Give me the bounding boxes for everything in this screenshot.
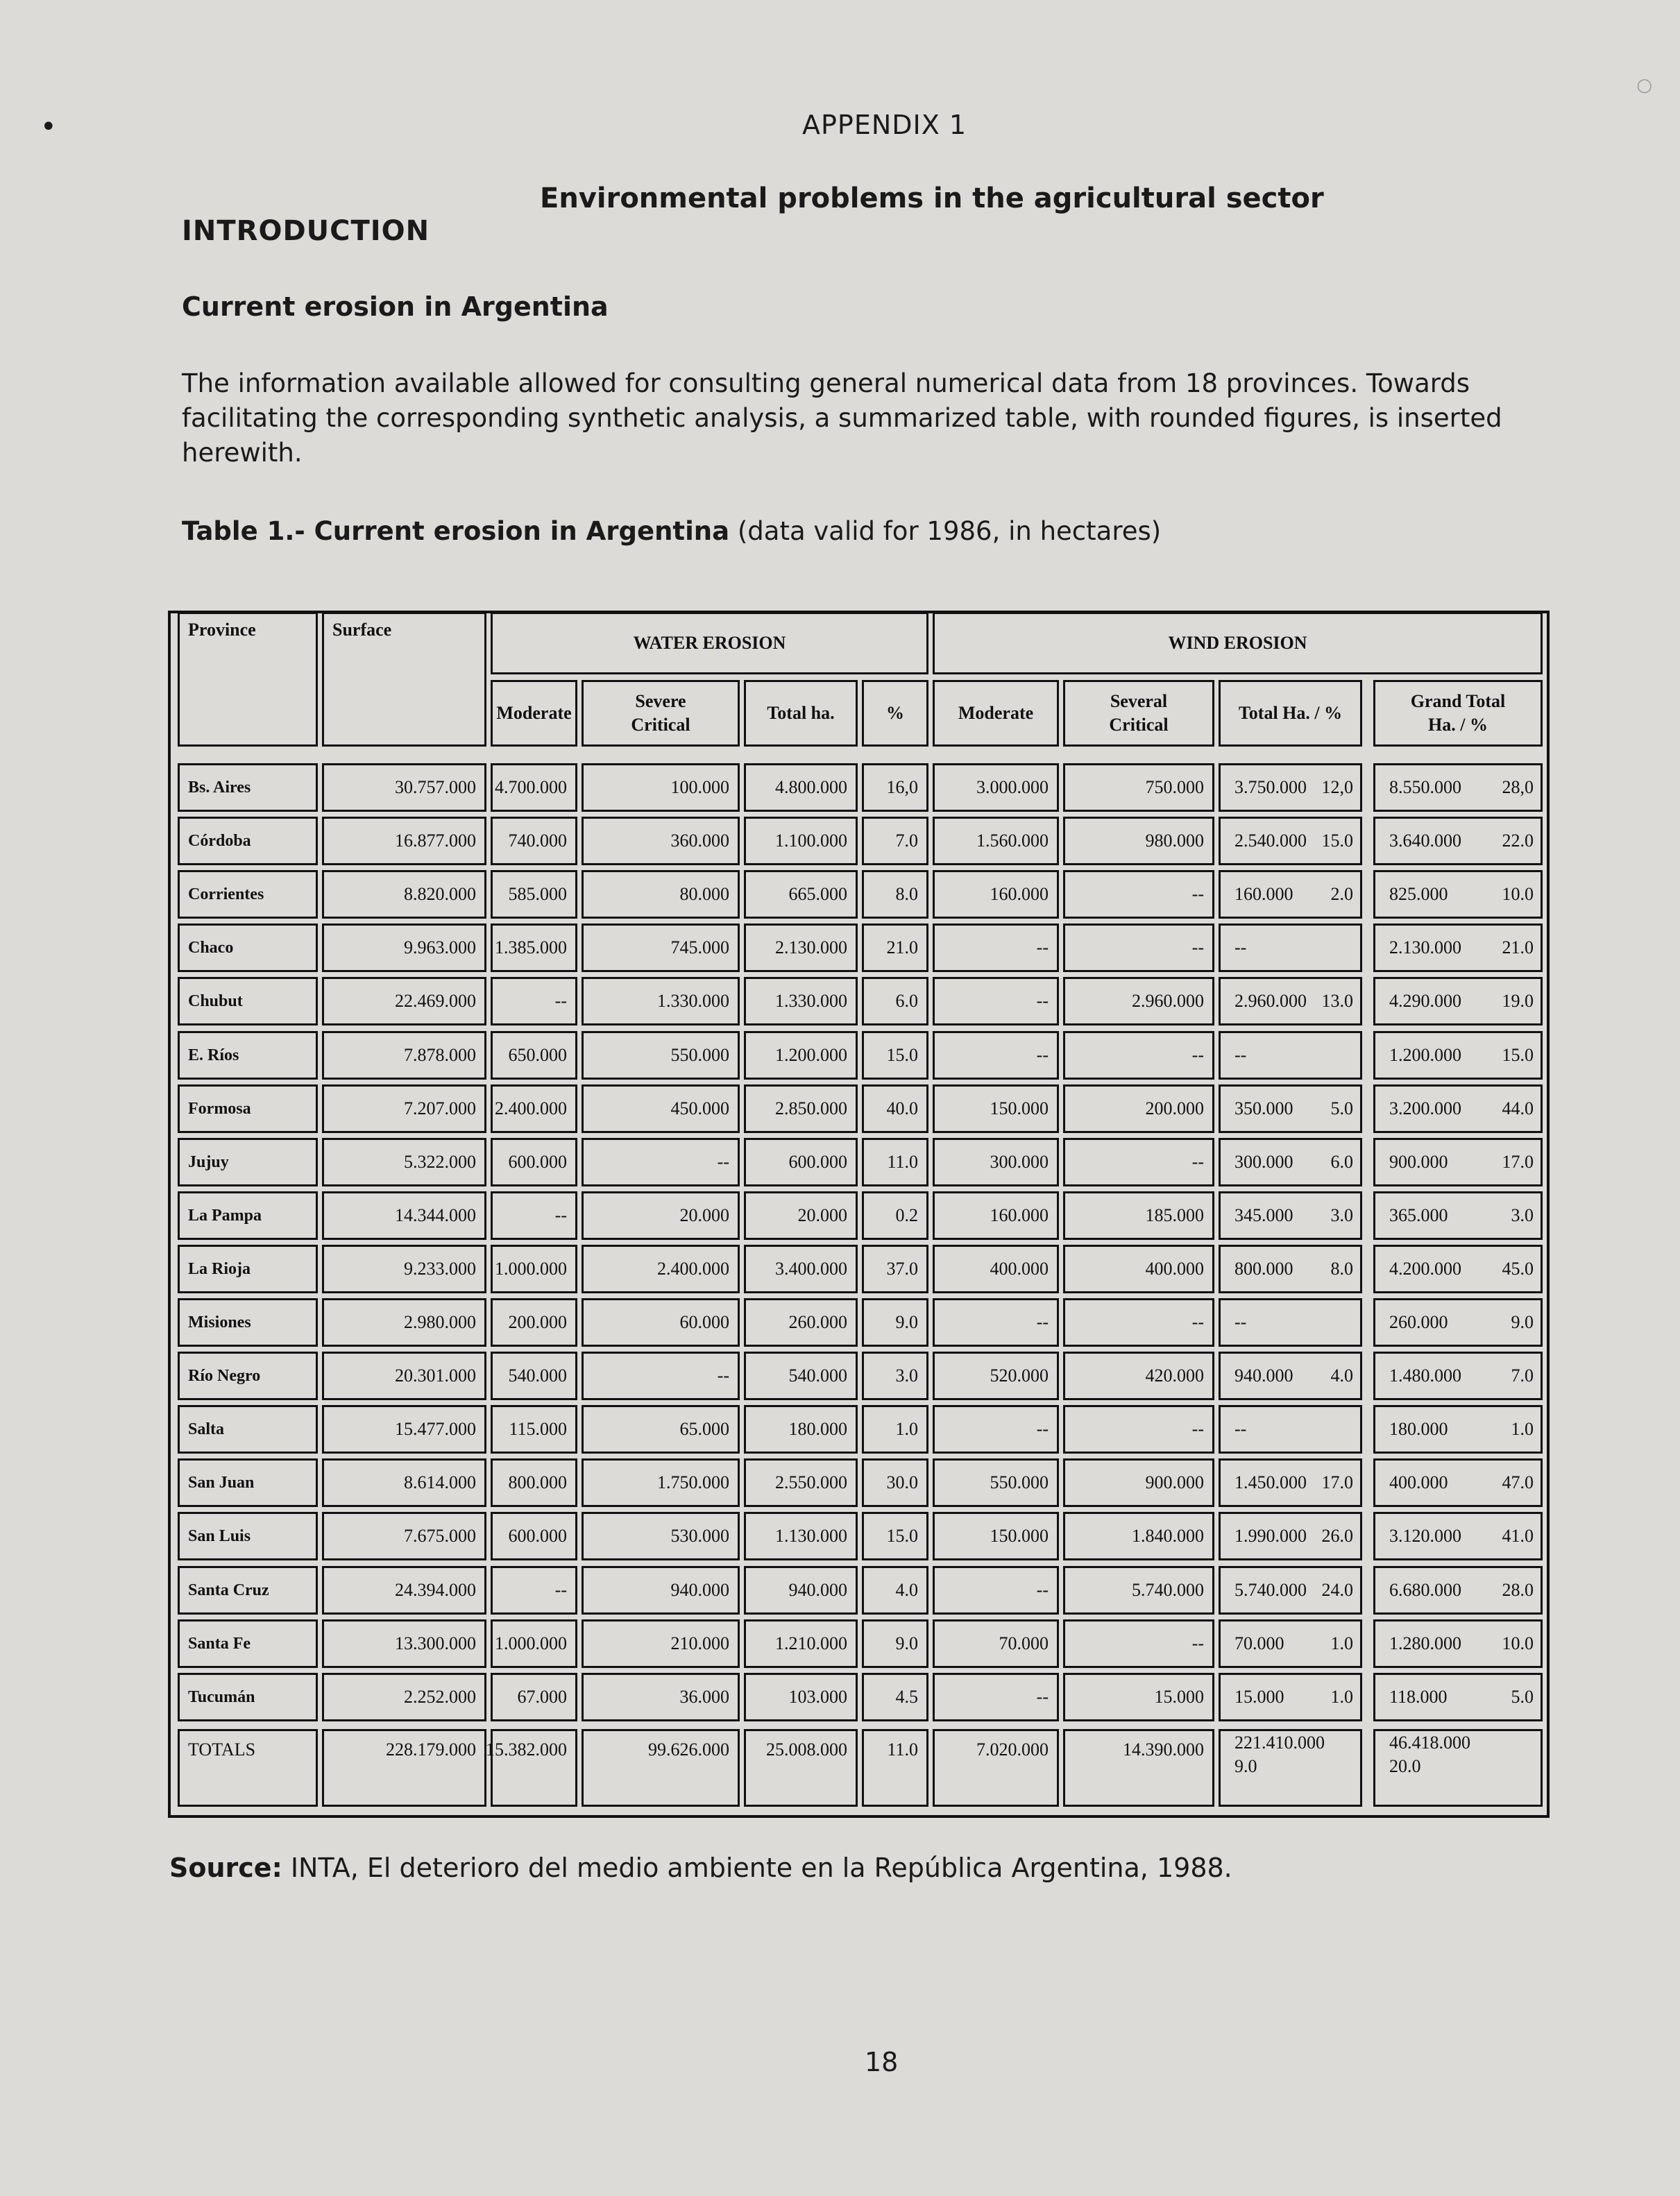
table-row-wind-moderate: 150.000 xyxy=(933,1512,1059,1560)
table-row-grand-pct: 5.0 xyxy=(1511,1687,1534,1707)
page-number: 18 xyxy=(865,2047,899,2077)
table-row-grand-ha: 365.000 xyxy=(1389,1205,1448,1225)
table-row-water-pct: 21.0 xyxy=(862,923,928,972)
table-row-grand-total xyxy=(1373,1298,1543,1347)
header-water-severe-line2: Critical xyxy=(631,715,690,735)
table-row-surface: 13.300.000 xyxy=(322,1619,486,1668)
table-row-wind-several: -- xyxy=(1063,870,1214,919)
table-row-wind-total-ha: 1.990.000 xyxy=(1234,1526,1307,1546)
table-row-surface: 24.394.000 xyxy=(322,1566,486,1615)
table-row-grand-ha: 3.200.000 xyxy=(1389,1098,1461,1118)
table-row-wind-total xyxy=(1219,1245,1362,1293)
header-wind-several xyxy=(1063,680,1214,747)
table-row-province: San Luis xyxy=(178,1512,318,1560)
table-row-grand-ha: 3.640.000 xyxy=(1389,831,1461,851)
table-row-wind-total-ha: -- xyxy=(1234,1419,1247,1439)
table-row-wind-several: -- xyxy=(1063,1619,1214,1668)
table-row-wind-total-ha: 5.740.000 xyxy=(1234,1580,1307,1600)
totals-grand-ha: 46.418.000 xyxy=(1389,1733,1470,1753)
table-row-water-total: 3.400.000 xyxy=(744,1245,858,1293)
table-row-grand-ha: 2.130.000 xyxy=(1389,937,1461,957)
table-row-water-total: 665.000 xyxy=(744,870,858,919)
table-row-wind-total-ha: 70.000 xyxy=(1234,1633,1284,1653)
table-row-water-pct: 4.0 xyxy=(862,1566,928,1615)
table-row-water-pct: 1.0 xyxy=(862,1405,928,1454)
table-row-wind-several: -- xyxy=(1063,1138,1214,1186)
table-row-water-severe: 100.000 xyxy=(582,763,740,812)
table-caption xyxy=(182,516,1161,546)
table-row-wind-several: 185.000 xyxy=(1063,1191,1214,1240)
table-row-surface: 7.207.000 xyxy=(322,1084,486,1133)
table-row-wind-total xyxy=(1219,977,1362,1025)
header-surface: Surface xyxy=(322,612,486,747)
table-row-water-total: 4.800.000 xyxy=(744,763,858,812)
totals-surface: 228.179.000 xyxy=(322,1729,486,1807)
table-row-grand-pct: 3.0 xyxy=(1511,1205,1534,1225)
table-row-grand-total xyxy=(1373,977,1543,1025)
table-row-surface: 2.252.000 xyxy=(322,1673,486,1721)
totals-wind-several: 14.390.000 xyxy=(1063,1729,1214,1807)
table-row-surface: 15.477.000 xyxy=(322,1405,486,1454)
table-row-wind-total xyxy=(1219,1191,1362,1240)
table-row-water-pct: 37.0 xyxy=(862,1245,928,1293)
table-row-grand-total xyxy=(1373,870,1543,919)
totals-wind-total-pct: 9.0 xyxy=(1234,1756,1257,1776)
table-row-wind-total xyxy=(1219,1084,1362,1133)
table-row-water-severe: 530.000 xyxy=(582,1512,740,1560)
table-row-wind-several: 400.000 xyxy=(1063,1245,1214,1293)
header-water-severe-line1: Severe xyxy=(635,691,686,711)
table-row-water-severe: 36.000 xyxy=(582,1673,740,1721)
totals-wind-total-ha: 221.410.000 xyxy=(1234,1733,1325,1753)
table-row-grand-pct: 17.0 xyxy=(1502,1152,1534,1172)
corner-mark: ○ xyxy=(1636,75,1652,96)
table-row-wind-total xyxy=(1219,817,1362,865)
table-row-water-total: 540.000 xyxy=(744,1352,858,1400)
table-row-grand-ha: 4.290.000 xyxy=(1389,991,1461,1011)
table-row-province: Córdoba xyxy=(178,817,318,865)
table-row-wind-total-pct: 3.0 xyxy=(1330,1205,1353,1225)
table-row-wind-total-ha: 300.000 xyxy=(1234,1152,1293,1172)
table-caption-rest: (data valid for 1986, in hectares) xyxy=(729,516,1162,546)
totals-grand-pct: 20.0 xyxy=(1389,1756,1421,1776)
table-row-grand-total xyxy=(1373,1673,1543,1721)
header-wind-moderate: Moderate xyxy=(933,680,1059,747)
table-row-water-moderate: 67.000 xyxy=(491,1673,577,1721)
table-row-wind-moderate: 400.000 xyxy=(933,1245,1059,1293)
table-row-surface: 8.614.000 xyxy=(322,1458,486,1507)
table-row-water-total: 1.330.000 xyxy=(744,977,858,1025)
table-row-water-moderate: 1.000.000 xyxy=(491,1619,577,1668)
table-row-water-pct: 9.0 xyxy=(862,1619,928,1668)
header-wind-erosion: WIND EROSION xyxy=(933,612,1543,674)
table-row-grand-pct: 10.0 xyxy=(1502,1633,1534,1653)
table-row-wind-total xyxy=(1219,870,1362,919)
table-row-grand-total xyxy=(1373,1084,1543,1133)
table-row-grand-pct: 44.0 xyxy=(1502,1098,1534,1118)
table-row-wind-total-ha: -- xyxy=(1234,1312,1247,1332)
table-row-grand-pct: 1.0 xyxy=(1511,1419,1534,1439)
table-row-water-total: 1.200.000 xyxy=(744,1031,858,1080)
table-row-water-moderate: 800.000 xyxy=(491,1458,577,1507)
table-row-wind-total-pct: 12,0 xyxy=(1321,777,1353,797)
table-row-surface: 22.469.000 xyxy=(322,977,486,1025)
table-row-water-pct: 40.0 xyxy=(862,1084,928,1133)
table-row-province: Chubut xyxy=(178,977,318,1025)
table-row-province: La Rioja xyxy=(178,1245,318,1293)
table-row-water-severe: 940.000 xyxy=(582,1566,740,1615)
table-row-water-pct: 8.0 xyxy=(862,870,928,919)
table-row-grand-ha: 4.200.000 xyxy=(1389,1259,1461,1279)
table-row-water-total: 2.850.000 xyxy=(744,1084,858,1133)
table-row-grand-ha: 1.280.000 xyxy=(1389,1633,1461,1653)
table-row-water-moderate: 740.000 xyxy=(491,817,577,865)
table-row-province: La Pampa xyxy=(178,1191,318,1240)
table-row-grand-total xyxy=(1373,1405,1543,1454)
totals-water-moderate: 15.382.000 xyxy=(491,1729,577,1807)
table-row-wind-total-pct: 15.0 xyxy=(1321,831,1353,851)
table-row-surface: 30.757.000 xyxy=(322,763,486,812)
table-row-wind-total xyxy=(1219,1566,1362,1615)
table-row-water-moderate: -- xyxy=(491,977,577,1025)
table-row-water-moderate: 4.700.000 xyxy=(491,763,577,812)
table-row-wind-total xyxy=(1219,1458,1362,1507)
table-row-grand-ha: 180.000 xyxy=(1389,1419,1448,1439)
table-row-wind-moderate: 300.000 xyxy=(933,1138,1059,1186)
table-row-water-severe: -- xyxy=(582,1352,740,1400)
totals-water-severe: 99.626.000 xyxy=(582,1729,740,1807)
appendix-heading: APPENDIX 1 xyxy=(802,110,967,140)
table-row-water-severe: 450.000 xyxy=(582,1084,740,1133)
totals-wind-total xyxy=(1219,1729,1362,1807)
table-row-wind-total xyxy=(1219,1298,1362,1347)
table-row-wind-total-ha: 940.000 xyxy=(1234,1365,1293,1386)
table-row-province: Salta xyxy=(178,1405,318,1454)
table-caption-bold: Table 1.- Current erosion in Argentina xyxy=(182,516,730,546)
table-row-water-severe: 745.000 xyxy=(582,923,740,972)
table-row-water-severe: 1.330.000 xyxy=(582,977,740,1025)
table-row-water-moderate: -- xyxy=(491,1191,577,1240)
table-row-water-moderate: 1.385.000 xyxy=(491,923,577,972)
source-label: Source: xyxy=(169,1853,282,1883)
totals-wind-moderate: 7.020.000 xyxy=(933,1729,1059,1807)
table-row-surface: 16.877.000 xyxy=(322,817,486,865)
table-row-surface: 7.675.000 xyxy=(322,1512,486,1560)
table-row-grand-ha: 1.200.000 xyxy=(1389,1045,1461,1065)
table-row-water-severe: 20.000 xyxy=(582,1191,740,1240)
table-row-wind-total-ha: 3.750.000 xyxy=(1234,777,1307,797)
table-row-wind-total-pct: 5.0 xyxy=(1330,1098,1353,1118)
table-row-water-total: 2.550.000 xyxy=(744,1458,858,1507)
table-row-wind-total xyxy=(1219,1352,1362,1400)
table-row-wind-several: 750.000 xyxy=(1063,763,1214,812)
table-row-wind-total-ha: 800.000 xyxy=(1234,1259,1293,1279)
table-row-province: Jujuy xyxy=(178,1138,318,1186)
header-water-total: Total ha. xyxy=(744,680,858,747)
table-row-water-pct: 11.0 xyxy=(862,1138,928,1186)
table-row-wind-total xyxy=(1219,923,1362,972)
table-row-water-total: 2.130.000 xyxy=(744,923,858,972)
table-row-wind-total xyxy=(1219,1031,1362,1080)
table-row-wind-several: -- xyxy=(1063,1298,1214,1347)
table-row-wind-moderate: -- xyxy=(933,923,1059,972)
header-wind-several-line2: Critical xyxy=(1109,715,1169,735)
header-wind-several-line1: Several xyxy=(1110,691,1168,711)
table-row-water-severe: 360.000 xyxy=(582,817,740,865)
table-row-water-severe: 65.000 xyxy=(582,1405,740,1454)
table-row-wind-total-ha: 2.540.000 xyxy=(1234,831,1307,851)
table-row-wind-moderate: -- xyxy=(933,1566,1059,1615)
table-row-wind-total-ha: 160.000 xyxy=(1234,884,1293,904)
totals-label: TOTALS xyxy=(178,1729,318,1807)
table-row-wind-several: 5.740.000 xyxy=(1063,1566,1214,1615)
table-row-water-total: 180.000 xyxy=(744,1405,858,1454)
table-row-grand-pct: 10.0 xyxy=(1502,884,1534,904)
table-row-wind-moderate: 3.000.000 xyxy=(933,763,1059,812)
table-row-wind-total xyxy=(1219,1619,1362,1668)
table-row-grand-ha: 118.000 xyxy=(1389,1687,1448,1707)
table-row-water-moderate: 200.000 xyxy=(491,1298,577,1347)
table-row-water-pct: 15.0 xyxy=(862,1512,928,1560)
table-row-province: Chaco xyxy=(178,923,318,972)
table-row-water-total: 940.000 xyxy=(744,1566,858,1615)
table-row-water-pct: 3.0 xyxy=(862,1352,928,1400)
table-row-water-total: 1.130.000 xyxy=(744,1512,858,1560)
table-row-province: E. Ríos xyxy=(178,1031,318,1080)
table-row-water-severe: 80.000 xyxy=(582,870,740,919)
table-row-wind-several: 2.960.000 xyxy=(1063,977,1214,1025)
table-row-grand-ha: 3.120.000 xyxy=(1389,1526,1461,1546)
table-row-grand-ha: 6.680.000 xyxy=(1389,1580,1461,1600)
table-row-water-pct: 15.0 xyxy=(862,1031,928,1080)
section-title: Environmental problems in the agricultural sector xyxy=(540,182,1324,214)
table-row-water-severe: 2.400.000 xyxy=(582,1245,740,1293)
table-row-grand-ha: 260.000 xyxy=(1389,1312,1448,1332)
table-row-water-moderate: 600.000 xyxy=(491,1512,577,1560)
table-row-province: Río Negro xyxy=(178,1352,318,1400)
table-row-water-pct: 4.5 xyxy=(862,1673,928,1721)
table-row-water-moderate: 1.000.000 xyxy=(491,1245,577,1293)
table-row-wind-total-pct: 13.0 xyxy=(1321,991,1353,1011)
table-row-grand-pct: 15.0 xyxy=(1502,1045,1534,1065)
table-row-wind-total-pct: 26.0 xyxy=(1321,1526,1353,1546)
table-row-province: Misiones xyxy=(178,1298,318,1347)
table-row-grand-pct: 28,0 xyxy=(1502,777,1534,797)
table-row-grand-pct: 47.0 xyxy=(1502,1472,1534,1492)
subheading: Current erosion in Argentina xyxy=(182,291,609,322)
table-row-surface: 2.980.000 xyxy=(322,1298,486,1347)
table-row-grand-pct: 7.0 xyxy=(1511,1365,1534,1386)
table-row-wind-moderate: 520.000 xyxy=(933,1352,1059,1400)
header-water-erosion: WATER EROSION xyxy=(491,612,928,674)
erosion-table xyxy=(168,611,1550,1818)
table-row-water-moderate: 585.000 xyxy=(491,870,577,919)
table-row-surface: 8.820.000 xyxy=(322,870,486,919)
table-row-wind-total-ha: 350.000 xyxy=(1234,1098,1293,1118)
table-row-water-moderate: 115.000 xyxy=(491,1405,577,1454)
table-row-water-total: 260.000 xyxy=(744,1298,858,1347)
table-row-water-total: 600.000 xyxy=(744,1138,858,1186)
table-row-wind-total-ha: 1.450.000 xyxy=(1234,1472,1307,1492)
table-row-grand-total xyxy=(1373,1566,1543,1615)
table-row-wind-several: -- xyxy=(1063,923,1214,972)
table-row-wind-total-ha: -- xyxy=(1234,1045,1247,1065)
table-row-wind-total-pct: 1.0 xyxy=(1330,1687,1353,1707)
table-row-water-moderate: 650.000 xyxy=(491,1031,577,1080)
table-row-wind-total-pct: 2.0 xyxy=(1330,884,1353,904)
table-row-province: Bs. Aires xyxy=(178,763,318,812)
totals-water-total: 25.008.000 xyxy=(744,1729,858,1807)
table-row-grand-pct: 41.0 xyxy=(1502,1526,1534,1546)
table-row-wind-total xyxy=(1219,1512,1362,1560)
table-row-province: Santa Fe xyxy=(178,1619,318,1668)
table-row-water-pct: 16,0 xyxy=(862,763,928,812)
table-row-grand-total xyxy=(1373,1352,1543,1400)
table-row-grand-total xyxy=(1373,1191,1543,1240)
table-row-province: Corrientes xyxy=(178,870,318,919)
table-row-wind-total-pct: 6.0 xyxy=(1330,1152,1353,1172)
table-row-wind-moderate: 150.000 xyxy=(933,1084,1059,1133)
table-row-grand-total xyxy=(1373,923,1543,972)
header-water-pct: % xyxy=(862,680,928,747)
table-row-province: Tucumán xyxy=(178,1673,318,1721)
table-row-water-total: 1.210.000 xyxy=(744,1619,858,1668)
table-row-wind-total-pct: 1.0 xyxy=(1330,1633,1353,1653)
table-row-wind-several: 980.000 xyxy=(1063,817,1214,865)
table-row-water-total: 103.000 xyxy=(744,1673,858,1721)
table-row-surface: 14.344.000 xyxy=(322,1191,486,1240)
table-row-grand-pct: 19.0 xyxy=(1502,991,1534,1011)
table-row-wind-moderate: 160.000 xyxy=(933,870,1059,919)
table-row-wind-moderate: 1.560.000 xyxy=(933,817,1059,865)
header-province: Province xyxy=(178,612,318,747)
table-row-grand-total xyxy=(1373,1619,1543,1668)
table-row-grand-pct: 21.0 xyxy=(1502,937,1534,957)
header-grand-line2: Ha. / % xyxy=(1428,715,1488,735)
table-row-wind-moderate: 550.000 xyxy=(933,1458,1059,1507)
table-row-surface: 7.878.000 xyxy=(322,1031,486,1080)
table-row-grand-ha: 8.550.000 xyxy=(1389,777,1461,797)
header-water-severe xyxy=(582,680,740,747)
table-row-wind-total xyxy=(1219,763,1362,812)
table-row-grand-ha: 400.000 xyxy=(1389,1472,1448,1492)
table-row-province: Formosa xyxy=(178,1084,318,1133)
totals-water-pct: 11.0 xyxy=(862,1729,928,1807)
table-row-surface: 9.963.000 xyxy=(322,923,486,972)
table-row-wind-moderate: 70.000 xyxy=(933,1619,1059,1668)
table-row-wind-moderate: -- xyxy=(933,1673,1059,1721)
table-row-wind-total-pct: 8.0 xyxy=(1330,1259,1353,1279)
table-row-surface: 20.301.000 xyxy=(322,1352,486,1400)
table-row-water-pct: 6.0 xyxy=(862,977,928,1025)
table-row-wind-moderate: -- xyxy=(933,1298,1059,1347)
table-row-wind-total-pct: 17.0 xyxy=(1321,1472,1353,1492)
table-row-grand-pct: 28.0 xyxy=(1502,1580,1534,1600)
table-row-water-total: 20.000 xyxy=(744,1191,858,1240)
table-row-grand-total xyxy=(1373,763,1543,812)
bullet-mark: • xyxy=(40,111,57,143)
table-row-water-moderate: 600.000 xyxy=(491,1138,577,1186)
table-row-water-moderate: 2.400.000 xyxy=(491,1084,577,1133)
source-text: INTA, El deterioro del medio ambiente en la República Argentina, 1988. xyxy=(282,1853,1232,1883)
table-row-surface: 5.322.000 xyxy=(322,1138,486,1186)
totals-grand-total xyxy=(1373,1729,1543,1807)
table-row-wind-total-ha: 15.000 xyxy=(1234,1687,1284,1707)
table-row-wind-several: 1.840.000 xyxy=(1063,1512,1214,1560)
table-row-water-pct: 30.0 xyxy=(862,1458,928,1507)
table-row-wind-several: 200.000 xyxy=(1063,1084,1214,1133)
table-row-wind-total-pct: 4.0 xyxy=(1330,1365,1353,1386)
table-row-surface: 9.233.000 xyxy=(322,1245,486,1293)
table-row-grand-total xyxy=(1373,1138,1543,1186)
table-row-water-pct: 0.2 xyxy=(862,1191,928,1240)
table-row-water-moderate: -- xyxy=(491,1566,577,1615)
introduction-heading: INTRODUCTION xyxy=(182,215,430,247)
table-row-wind-total xyxy=(1219,1405,1362,1454)
table-row-wind-total-ha: 2.960.000 xyxy=(1234,991,1307,1011)
table-row-grand-total xyxy=(1373,817,1543,865)
table-row-water-severe: 210.000 xyxy=(582,1619,740,1668)
table-row-wind-total-ha: -- xyxy=(1234,937,1247,957)
table-row-water-severe: -- xyxy=(582,1138,740,1186)
table-row-grand-pct: 9.0 xyxy=(1511,1312,1534,1332)
table-row-grand-total xyxy=(1373,1031,1543,1080)
table-row-wind-moderate: -- xyxy=(933,1405,1059,1454)
table-row-grand-total xyxy=(1373,1245,1543,1293)
table-row-water-moderate: 540.000 xyxy=(491,1352,577,1400)
table-row-wind-several: -- xyxy=(1063,1405,1214,1454)
table-row-province: Santa Cruz xyxy=(178,1566,318,1615)
table-row-grand-pct: 22.0 xyxy=(1502,831,1534,851)
table-row-wind-moderate: -- xyxy=(933,977,1059,1025)
header-wind-total: Total Ha. / % xyxy=(1219,680,1362,747)
table-row-province: San Juan xyxy=(178,1458,318,1507)
table-row-wind-several: 420.000 xyxy=(1063,1352,1214,1400)
header-water-moderate: Moderate xyxy=(491,680,577,747)
table-row-wind-total xyxy=(1219,1673,1362,1721)
table-row-water-total: 1.100.000 xyxy=(744,817,858,865)
table-row-grand-ha: 825.000 xyxy=(1389,884,1448,904)
intro-paragraph: The information available allowed for consulting general numerical data from 18 provinces. Towards facilitating the corresponding synthetic analysis, a summarized table, with rounded figures, is inserted herewith. xyxy=(182,368,1502,468)
header-grand-total xyxy=(1373,680,1543,747)
table-row-wind-several: 900.000 xyxy=(1063,1458,1214,1507)
table-row-wind-total xyxy=(1219,1138,1362,1186)
table-row-grand-ha: 900.000 xyxy=(1389,1152,1448,1172)
table-row-wind-total-ha: 345.000 xyxy=(1234,1205,1293,1225)
header-grand-line1: Grand Total xyxy=(1410,691,1506,711)
table-row-grand-pct: 45.0 xyxy=(1502,1259,1534,1279)
table-row-wind-several: -- xyxy=(1063,1031,1214,1080)
table-row-grand-total xyxy=(1373,1512,1543,1560)
table-row-water-pct: 7.0 xyxy=(862,817,928,865)
table-row-wind-several: 15.000 xyxy=(1063,1673,1214,1721)
table-row-wind-moderate: 160.000 xyxy=(933,1191,1059,1240)
source-note xyxy=(169,1853,1232,1883)
table-row-water-severe: 1.750.000 xyxy=(582,1458,740,1507)
table-row-water-severe: 550.000 xyxy=(582,1031,740,1080)
table-row-grand-ha: 1.480.000 xyxy=(1389,1365,1461,1386)
table-row-water-pct: 9.0 xyxy=(862,1298,928,1347)
table-row-wind-moderate: -- xyxy=(933,1031,1059,1080)
table-row-wind-total-pct: 24.0 xyxy=(1321,1580,1353,1600)
table-row-water-severe: 60.000 xyxy=(582,1298,740,1347)
table-row-grand-total xyxy=(1373,1458,1543,1507)
